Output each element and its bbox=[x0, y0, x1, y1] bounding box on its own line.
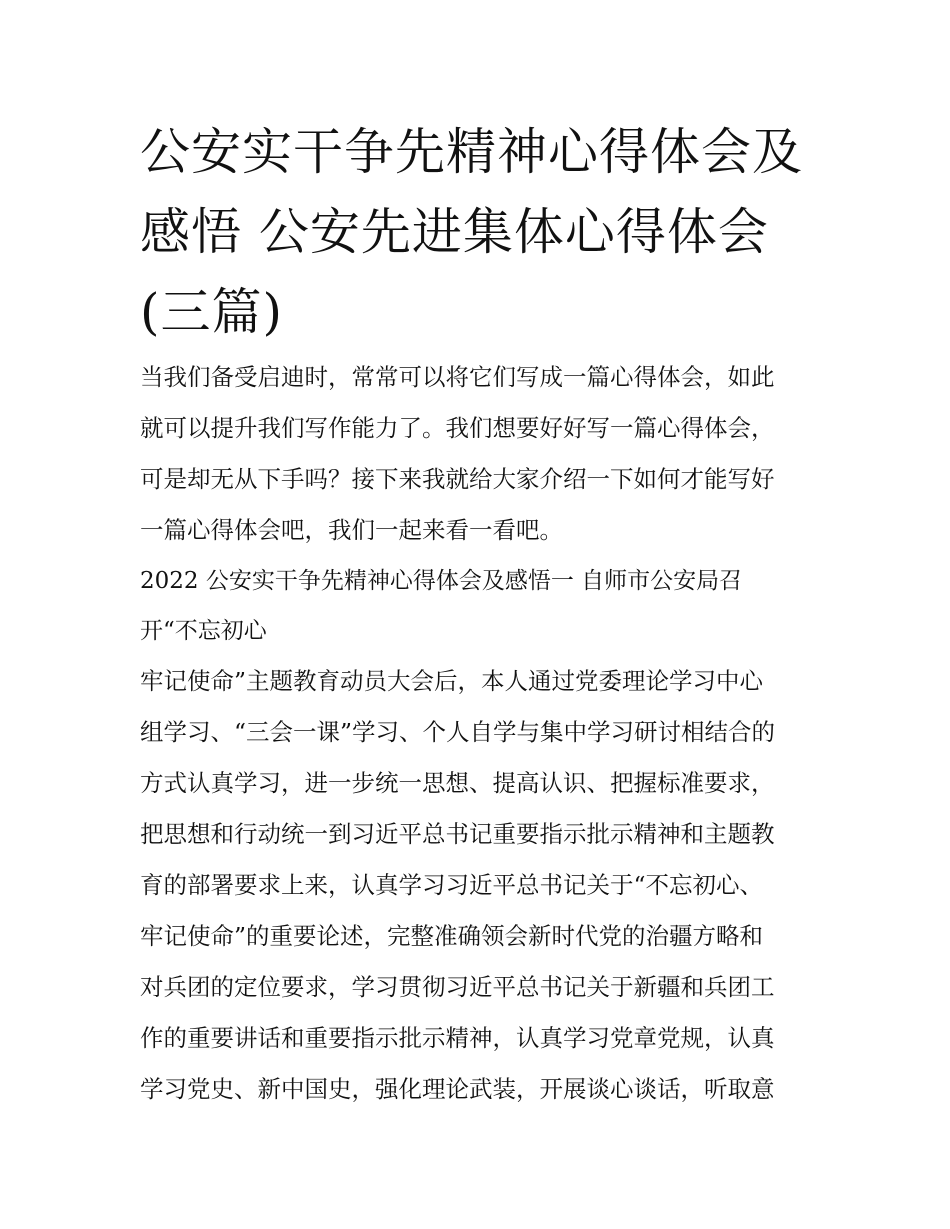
document-title bbox=[140, 112, 840, 352]
text-line: 牢记使命”主题教育动员大会后，本人通过党委理论学习中心 bbox=[140, 667, 764, 695]
text-line: 牢记使命”的重要论述，完整准确领会新时代党的治疆方略和 bbox=[140, 922, 764, 950]
text-line: 育的部署要求上来，认真学习习近平总书记关于“不忘初心、 bbox=[140, 871, 764, 899]
text-line: 学习党史、新中国史，强化理论武装，开展谈心谈话，听取意 bbox=[140, 1075, 775, 1103]
title-line: 公安实干争先精神心得体会及 bbox=[140, 123, 803, 181]
text-line: 一篇心得体会吧，我们一起来看一看吧。 bbox=[140, 516, 563, 544]
title-line: 感悟 公安先进集体心得体会 bbox=[140, 203, 769, 261]
text-line: 方式认真学习，进一步统一思想、提高认识、把握标准要求， bbox=[140, 769, 775, 797]
text-line: 当我们备受启迪时，常常可以将它们写成一篇心得体会，如此 bbox=[140, 363, 775, 391]
text-line: 对兵团的定位要求，学习贯彻习近平总书记关于新疆和兵团工 bbox=[140, 973, 775, 1001]
text-line: 组学习、“三会一课”学习、个人自学与集中学习研讨相结合的 bbox=[140, 718, 776, 746]
document-body bbox=[140, 352, 830, 1115]
section-heading bbox=[140, 556, 830, 656]
text-line: 可是却无从下手吗？接下来我就给大家介绍一下如何才能写好 bbox=[140, 465, 775, 493]
text-line: 把思想和行动统一到习近平总书记重要指示批示精神和主题教 bbox=[140, 820, 775, 848]
text-line: 作的重要讲话和重要指示批示精神，认真学习党章党规，认真 bbox=[140, 1024, 775, 1052]
body-paragraph bbox=[140, 656, 830, 1115]
text-line: 就可以提升我们写作能力了。我们想要好好写一篇心得体会， bbox=[140, 414, 775, 442]
text-line: 2022 公安实干争先精神心得体会及感悟一 自师市公安局召 bbox=[140, 568, 743, 594]
text-line: 开“不忘初心 bbox=[140, 618, 267, 644]
title-line: (三篇) bbox=[140, 283, 284, 341]
intro-paragraph bbox=[140, 352, 830, 556]
